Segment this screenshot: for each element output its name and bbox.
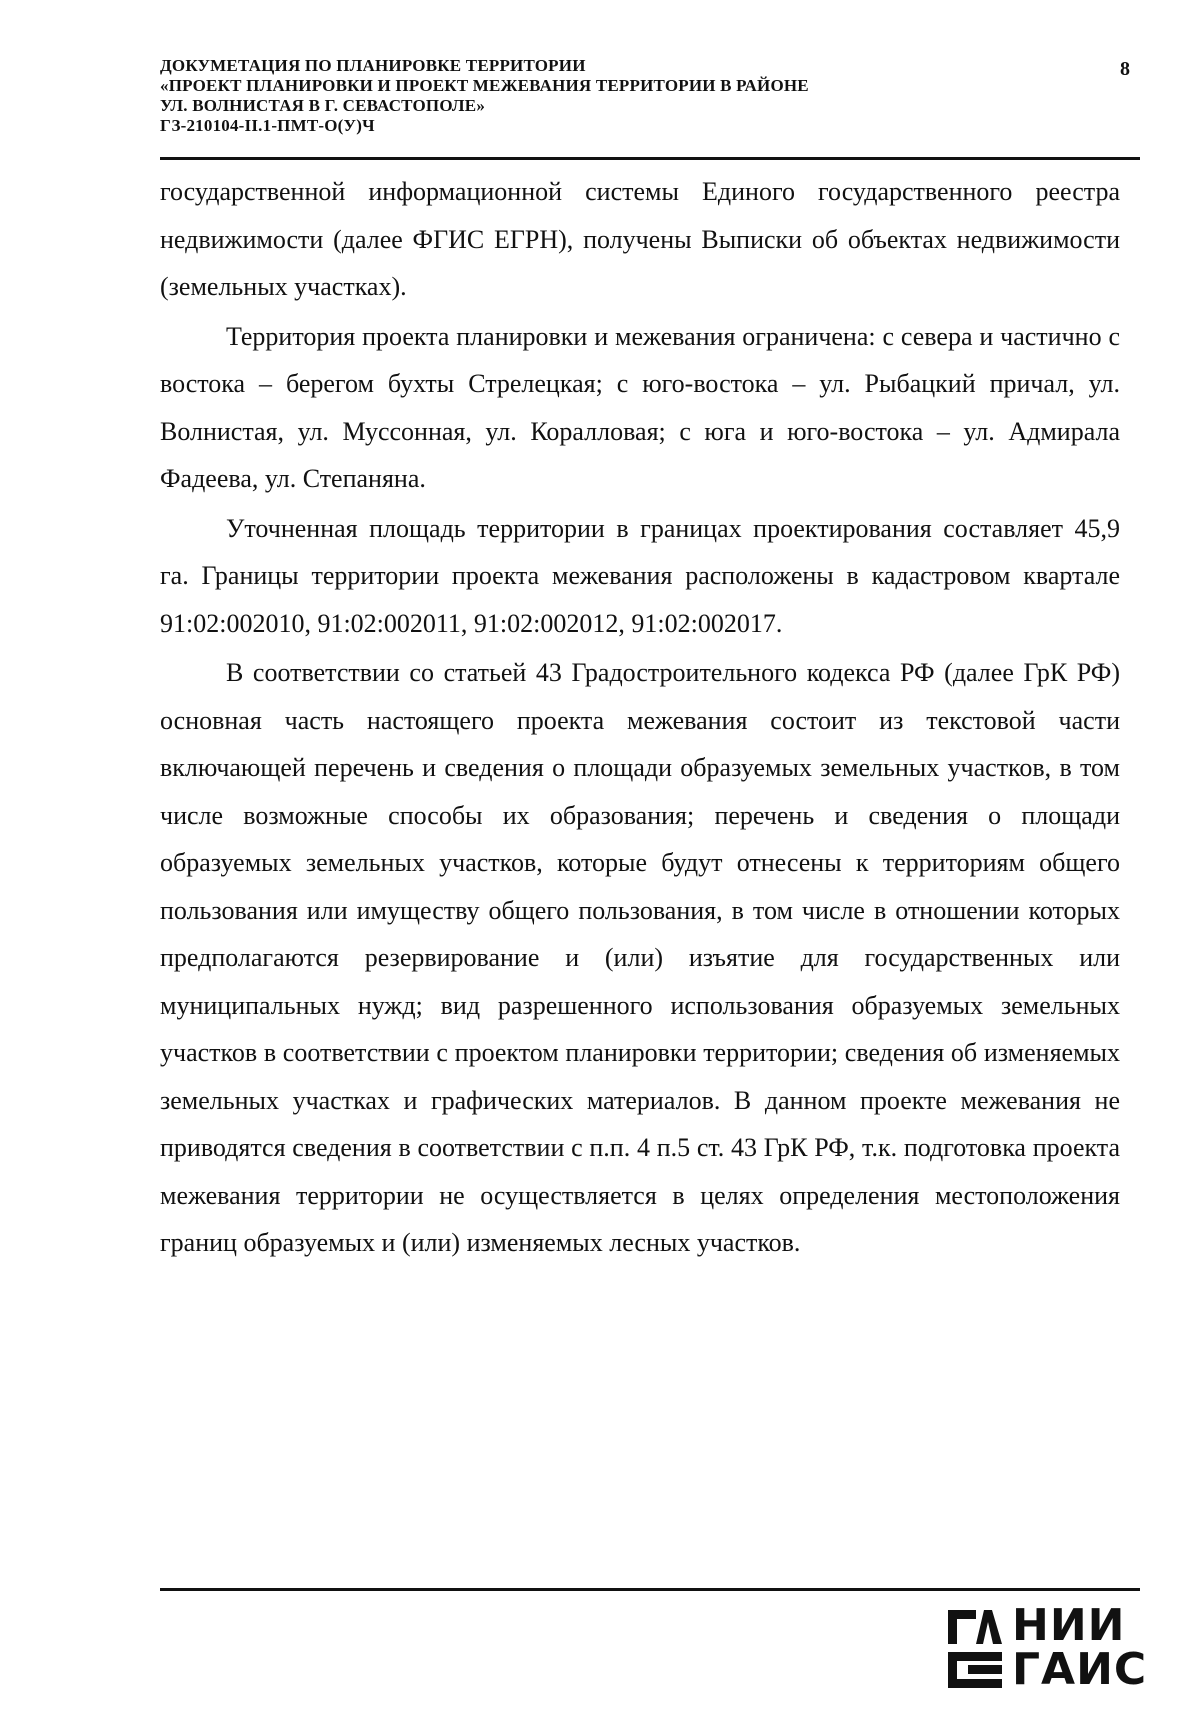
header-document-code: ГЗ-210104-II.1-ПМТ-О(У)Ч	[160, 116, 375, 135]
paragraph-4: В соответствии со статьей 43 Градостроительного кодекса РФ (далее ГрК РФ) основная часть настоящего проекта межевания состоит из текстовой части включающей перечень и сведения о площади образуемых земельных участков, в том числе возможные способы их образования; перечень и сведения о площади образуемых земельных участков, которые будут отнесены к территориям общего пользования или имуществу общего пользования, в том числе в отношении которых предполагаются резервирование и (или) изъятие для государственных или муниципальных нужд; вид разрешенного использования образуемых земельных участков в соответствии с проектом планировки территории; сведения об изменяемых земельных участках и графических материалов. В данном проекте межевания не приводятся сведения в соответствии с п.п. 4 п.5 ст. 43 ГрК РФ, т.к. подготовка проекта межевания территории не осуществляется в целях определения местоположения границ образуемых и (или) изменяемых лесных участков.	[160, 658, 1120, 1257]
document-header	[160, 56, 1040, 136]
header-line-3: УЛ. ВОЛНИСТАЯ В Г. СЕВАСТОПОЛЕ»	[160, 96, 486, 115]
page-number: 8	[1120, 58, 1130, 80]
paragraph-2: Территория проекта планировки и межевания ограничена: с севера и частично с востока – берегом бухты Стрелецкая; с юго-востока – ул. Рыбацкий причал, ул. Волнистая, ул. Муссонная, ул. Коралловая; с юга и юго-востока – ул. Адмирала Фадеева, ул. Степаняна.	[160, 321, 1120, 493]
footer-divider	[160, 1588, 1140, 1591]
header-line-1: ДОКУМЕТАЦИЯ ПО ПЛАНИРОВКЕ ТЕРРИТОРИИ	[160, 56, 586, 75]
document-body	[160, 168, 1120, 1267]
logo-text-line-2: ГАИС	[1012, 1644, 1148, 1695]
paragraph-3: Уточненная площадь территории в границах проектирования составляет 45,9 га. Границы территории проекта межевания расположены в кадастровом квартале 91:02:002010, 91:02:002011, 91:02:002012, 91:02:002017.	[160, 513, 1120, 638]
logo-text-line-1: НИИ	[1012, 1600, 1126, 1651]
header-divider	[160, 157, 1140, 160]
logo-text	[1012, 1600, 1148, 1695]
company-logo	[946, 1600, 1148, 1700]
paragraph-1: государственной информационной системы Единого государственного реестра недвижимости (далее ФГИС ЕГРН), получены Выписки об объектах недвижимости (земельных участках).	[160, 177, 1120, 301]
logo-mark-icon	[946, 1608, 1004, 1692]
header-line-2: «ПРОЕКТ ПЛАНИРОВКИ И ПРОЕКТ МЕЖЕВАНИЯ ТЕРРИТОРИИ В РАЙОНЕ	[160, 76, 809, 95]
